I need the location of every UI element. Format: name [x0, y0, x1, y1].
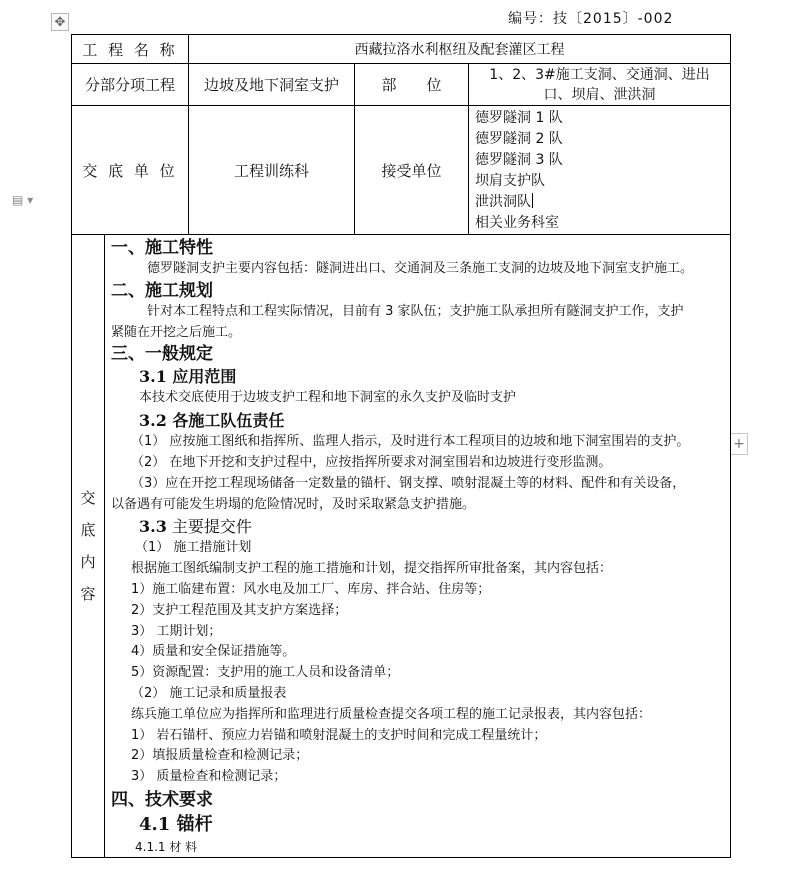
section-3-3-record-2: 2）填报质量检查和检测记录；	[131, 748, 309, 764]
content-label	[72, 235, 105, 858]
subproject-label: 分部分项工程	[72, 64, 189, 106]
location-label: 部 位	[355, 64, 469, 106]
disclosure-form-table	[71, 34, 731, 858]
receiver-4: 坝肩支护队	[475, 173, 545, 189]
location-value-line-2: 口、坝肩、泄洪洞	[543, 86, 656, 103]
section-3-1-title: 3.1 应用范围	[139, 367, 237, 387]
section-3-2-title: 3.2 各施工队伍责任	[139, 411, 285, 431]
content-body[interactable]	[105, 235, 731, 858]
content-label-char-4: 容	[80, 584, 96, 603]
project-label: 工 程 名 称	[72, 35, 189, 64]
content-label-char-1: 交	[80, 488, 96, 507]
receiver-1: 德罗隧洞 1 队	[475, 110, 563, 126]
table-move-handle[interactable]: ✥	[51, 13, 69, 31]
document-icon[interactable]: ▤ ▾	[12, 193, 34, 207]
project-value[interactable]: 西藏拉洛水利枢纽及配套灌区工程	[189, 35, 731, 64]
section-3-2-item-3-cont: 以备遇有可能发生坍塌的危险情况时，及时采取紧急支护措施。	[111, 496, 476, 512]
issuer-value[interactable]: 工程训练科	[189, 106, 355, 235]
subproject-value[interactable]: 边坡及地下洞室支护	[189, 64, 355, 106]
section-3-3-record-3: 3） 质量检查和检测记录；	[131, 769, 287, 785]
content-row	[72, 235, 731, 858]
section-3-1-para: 本技术交底使用于边坡支护工程和地下洞室的永久支护及临时支护	[139, 390, 517, 406]
section-3-3-item-2: 2）支护工程范围及其支护方案选择；	[131, 602, 348, 618]
section-3-2-item-3: （3）应在开挖工程现场储备一定数量的锚杆、钢支撑、喷射混凝土等的材料、配件和有关设备，	[131, 475, 686, 491]
receivers-cell[interactable]	[469, 106, 731, 235]
issuer-label: 交 底 单 位	[72, 106, 189, 235]
section-2-para-1: 针对本工程特点和工程实际情况，目前有 3 家队伍；支护施工队承担所有隧洞支护工作，支护	[147, 303, 684, 319]
section-3-3-item-5: 5）资源配置：支护用的施工人员和设备清单；	[131, 665, 400, 681]
location-value-line-1: 1、2、3#施工支洞、交通洞、进出	[489, 66, 710, 83]
section-3-3-para: 根据施工图纸编制支护工程的施工措施和计划，提交指挥所审批备案，其内容包括：	[131, 561, 613, 577]
section-2-para-2: 紧随在开挖之后施工。	[111, 324, 242, 340]
receiver-6: 相关业务科室	[475, 215, 559, 231]
section-3-3-number: 3.3	[139, 517, 167, 537]
section-3-title: 三、一般规定	[111, 344, 213, 365]
section-3-3-sub-2: （2） 施工记录和质量报表	[131, 685, 287, 701]
section-1-title: 一、施工特性	[111, 238, 213, 258]
project-row	[72, 35, 731, 64]
issuer-row	[72, 106, 731, 235]
add-row-button[interactable]: +	[730, 433, 748, 455]
subproject-row	[72, 64, 731, 106]
content-label-char-2: 底	[80, 520, 96, 539]
section-3-3-item-3: 3） 工期计划；	[131, 623, 222, 639]
section-3-3-para-2: 练兵施工单位应为指挥所和监理进行质量检查提交各项工程的施工记录报表，其内容包括：	[131, 706, 652, 722]
receiver-5: 泄洪洞队	[475, 194, 531, 210]
section-3-2-item-1: （1） 应按施工图纸和指挥所、监理人指示，及时进行本工程项目的边坡和地下洞室围岩的支护。	[131, 434, 690, 450]
section-2-title: 二、施工规划	[111, 280, 213, 301]
section-4-title: 四、技术要求	[111, 789, 213, 810]
section-3-3-item-1: 1）施工临建布置：风水电及加工厂、库房、拌合站、住房等；	[131, 581, 491, 597]
section-4-1-title: 4.1 锚杆	[139, 813, 213, 835]
section-3-3-sub-1: （1） 施工措施计划	[135, 540, 252, 556]
location-value[interactable]	[469, 64, 731, 106]
content-label-char-3: 内	[80, 552, 96, 571]
document-number: 编号：技〔2015〕-002	[508, 11, 674, 27]
section-3-3-record-1: 1） 岩石锚杆、预应力岩锚和喷射混凝土的支护时间和完成工程量统计；	[131, 727, 547, 743]
section-3-3-title	[111, 515, 726, 538]
receiver-2: 德罗隧洞 2 队	[475, 131, 563, 147]
text-cursor	[532, 193, 533, 208]
section-3-3-item-4: 4）质量和安全保证措施等。	[131, 644, 296, 660]
section-1-para: 德罗隧洞支护主要内容包括：隧洞进出口、交通洞及三条施工支洞的边坡及地下洞室支护施工。	[147, 261, 694, 276]
section-3-2-item-2: （2） 在地下开挖和支护过程中，应按指挥所要求对洞室围岩和边坡进行变形监测。	[131, 454, 612, 470]
section-4-1-1-title: 4.1.1 材 料	[135, 839, 198, 854]
receiver-3: 德罗隧洞 3 队	[475, 152, 563, 168]
section-3-3-text: 主要提交件	[166, 517, 252, 537]
receiver-label: 接受单位	[355, 106, 469, 235]
